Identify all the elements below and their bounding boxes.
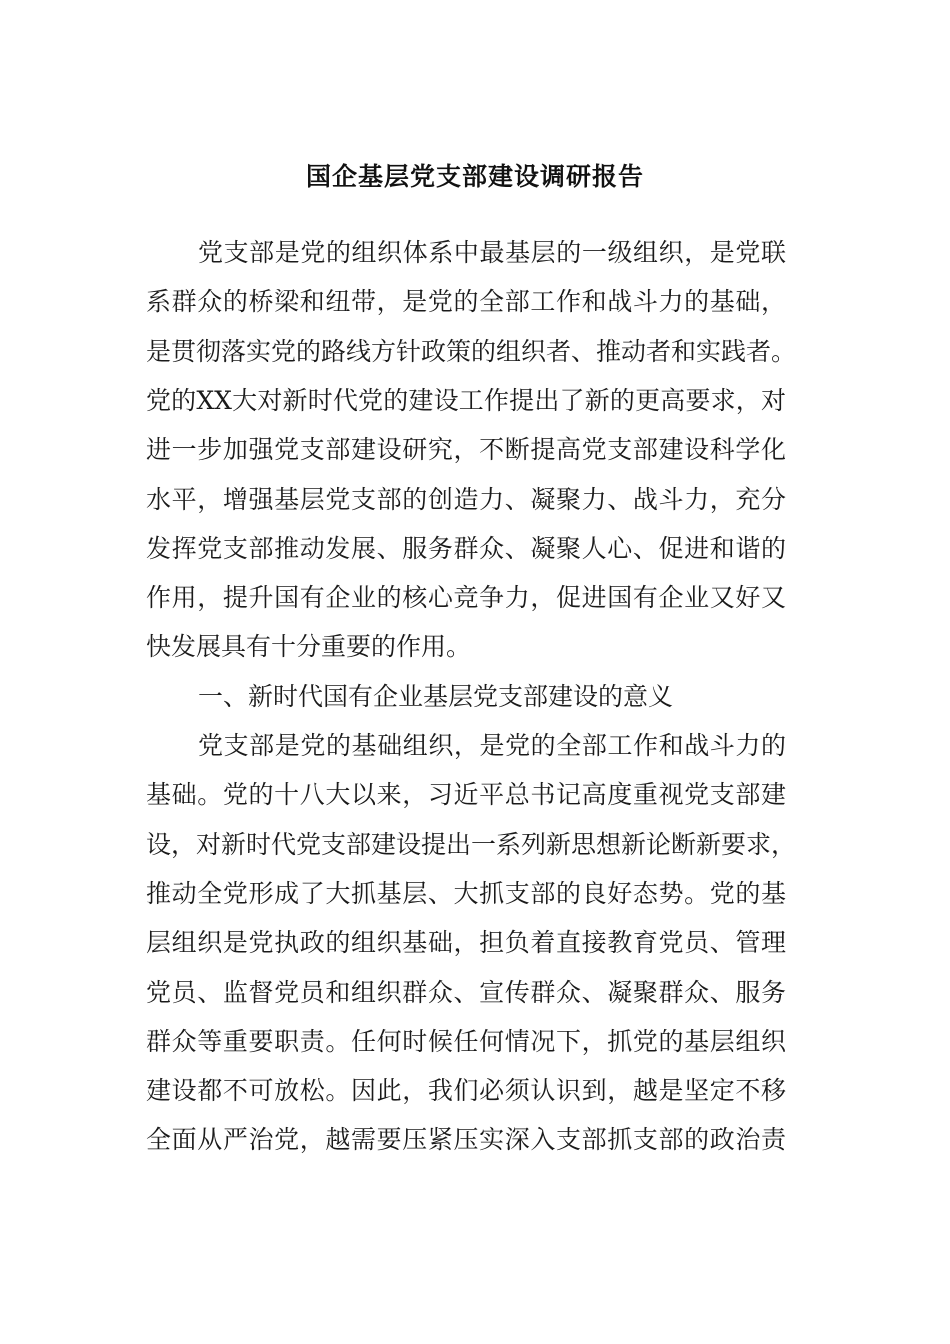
document-title: 国企基层党支部建设调研报告 — [305, 162, 644, 191]
body-line: 是贯彻落实党的路线方针政策的组织者、推动者和实践者。 — [146, 336, 797, 366]
body-line: 建设都不可放松。因此，我们必须认识到，越是坚定不移 — [146, 1076, 786, 1106]
body-line: 作用，提升国有企业的核心竞争力，促进国有企业又好又 — [146, 583, 786, 613]
body-line: 党员、监督党员和组织群众、宣传群众、凝聚群众、服务 — [146, 977, 786, 1007]
body-line: 水平，增强基层党支部的创造力、凝聚力、战斗力，充分 — [146, 484, 786, 514]
body-line: 一、新时代国有企业基层党支部建设的意义 — [198, 681, 674, 711]
body-line: 党的XX大对新时代党的建设工作提出了新的更高要求，对 — [146, 385, 786, 415]
body-line: 层组织是党执政的组织基础，担负着直接教育党员、管理 — [146, 928, 786, 958]
body-line: 党支部是党的基础组织，是党的全部工作和战斗力的 — [198, 731, 786, 760]
body-line: 党支部是党的组织体系中最基层的一级组织，是党联 — [198, 238, 786, 267]
body-line: 系群众的桥梁和纽带，是党的全部工作和战斗力的基础， — [146, 287, 786, 317]
body-line: 全面从严治党，越需要压紧压实深入支部抓支部的政治责 — [146, 1125, 786, 1155]
body-line: 快发展具有十分重要的作用。 — [146, 632, 472, 662]
body-line: 群众等重要职责。任何时候任何情况下，抓党的基层组织 — [146, 1026, 786, 1056]
body-line: 发挥党支部推动发展、服务群众、凝聚人心、促进和谐的 — [146, 533, 786, 563]
body-line: 推动全党形成了大抓基层、大抓支部的良好态势。党的基 — [146, 878, 786, 908]
body-line: 基础。党的十八大以来，习近平总书记高度重视党支部建 — [146, 780, 786, 810]
body-line: 设，对新时代党支部建设提出一系列新思想新论断新要求， — [146, 829, 797, 859]
body-line: 进一步加强党支部建设研究，不断提高党支部建设科学化 — [146, 435, 786, 465]
